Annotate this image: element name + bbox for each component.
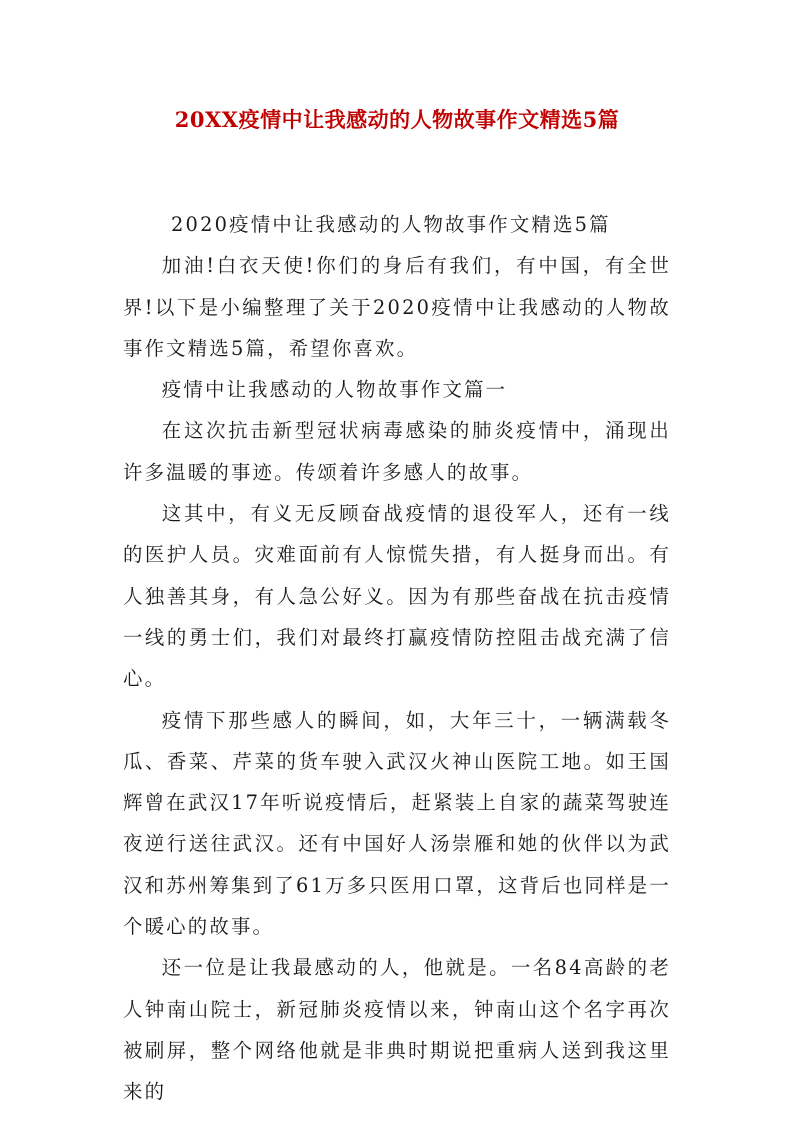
paragraph: 在这次抗击新型冠状病毒感染的肺炎疫情中，涌现出许多温暖的事迹。传颂着许多感人的故事。: [123, 419, 671, 484]
paragraph: 这其中，有义无反顾奋战疫情的退役军人，还有一线的医护人员。灾难面前有人惊慌失措，有人挺身而出。有人独善其身，有人急公好义。因为有那些奋战在抗击疫情一线的勇士们，我们对最终打赢疫情防控阻击战充满了信心。: [123, 502, 671, 691]
paragraph: 还一位是让我最感动的人，他就是。一名84高龄的老人钟南山院士，新冠肺炎疫情以来，钟南山这个名字再次被刷屏，整个网络他就是非典时期说把重病人送到我这里来的: [123, 956, 671, 1104]
paragraph: 疫情下那些感人的瞬间，如，大年三十，一辆满载冬瓜、香菜、芹菜的货车驶入武汉火神山医院工地。如王国辉曾在武汉17年听说疫情后，赶紧装上自家的蔬菜驾驶连夜逆行送往武汉。还有中国好人汤崇雁和她的伙伴以为武汉和苏州筹集到了61万多只医用口罩，这背后也同样是一个暖心的故事。: [123, 708, 671, 939]
document-title: 20XX疫情中让我感动的人物故事作文精选5篇: [174, 107, 620, 132]
section-heading: 疫情中让我感动的人物故事作文篇一: [161, 378, 508, 402]
paragraph: 加油!白衣天使!你们的身后有我们，有中国，有全世界!以下是小编整理了关于2020疫情中让我感动的人物故事作文精选5篇，希望你喜欢。: [123, 254, 671, 360]
document-subtitle: 2020疫情中让我感动的人物故事作文精选5篇: [171, 213, 611, 236]
document-body: [123, 204, 671, 1113]
